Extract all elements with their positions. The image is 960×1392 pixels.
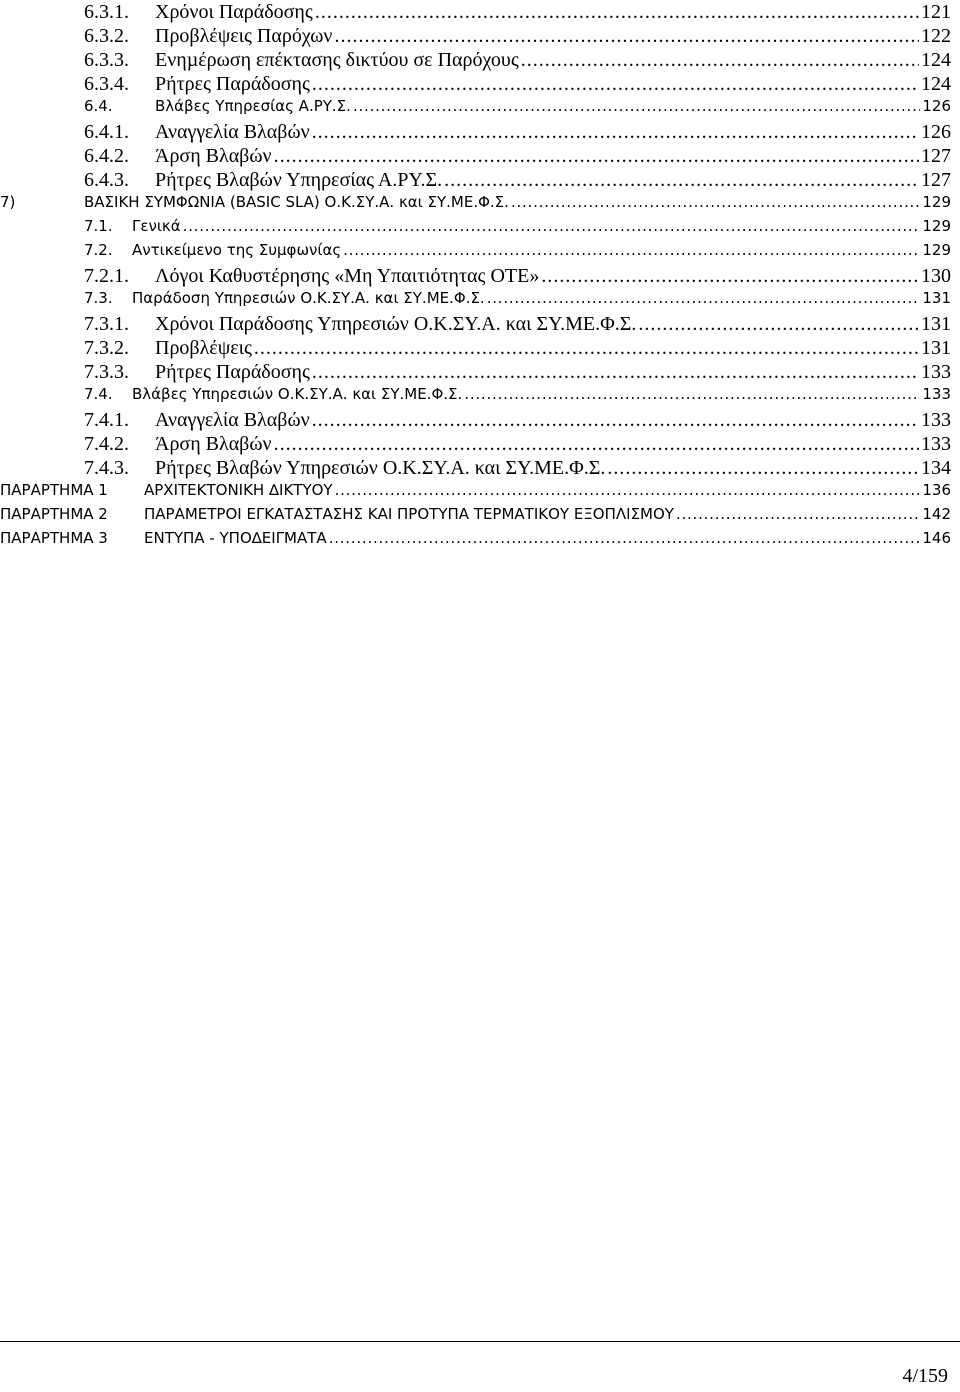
toc-leader-dots <box>541 265 919 288</box>
toc-entry[interactable] <box>84 457 951 481</box>
toc-entry[interactable] <box>84 241 951 265</box>
toc-entry[interactable] <box>84 49 951 73</box>
toc-entry-title: Βλάβες Υπηρεσιών Ο.Κ.ΣΥ.Α. και ΣΥ.ΜΕ.Φ.Σ. <box>132 385 463 403</box>
toc-entry-page: 130 <box>921 265 951 287</box>
toc-entry-number: 7.3.1. <box>84 313 129 335</box>
toc-entry-title: ΠΑΡΑΜΕΤΡΟΙ ΕΓΚΑΤΑΣΤΑΣΗΣ ΚΑΙ ΠΡΟΤΥΠΑ ΤΕΡΜΑΤΙΚΟΥ ΕΞΟΠΛΙΣΜΟΥ <box>144 505 674 523</box>
toc-entry[interactable] <box>84 361 951 385</box>
toc-entry-number: 7.2. <box>84 241 113 259</box>
toc-entry-number: 7.4.3. <box>84 457 129 479</box>
toc-entry[interactable] <box>84 97 951 121</box>
toc-entry-page: 121 <box>921 1 951 23</box>
toc-entry-title: Άρση Βλαβών <box>155 433 272 455</box>
toc-entry-page: 126 <box>921 121 951 143</box>
toc-entry-number: 6.3.4. <box>84 73 129 95</box>
toc-entry-page: 129 <box>922 241 951 259</box>
toc-entry-title: Χρόνοι Παράδοσης <box>155 1 313 23</box>
toc-entry-title: Προβλέψεις <box>155 337 252 359</box>
toc-entry-page: 124 <box>921 73 951 95</box>
toc-entry-page: 124 <box>921 49 951 71</box>
toc-entry-number: 6.4. <box>84 97 113 115</box>
toc-entry[interactable] <box>0 481 951 505</box>
toc-entry-page: 131 <box>921 337 951 359</box>
toc-entry[interactable] <box>84 265 951 289</box>
toc-entry-title: Γενικά <box>132 217 181 235</box>
toc-entry-page: 129 <box>922 217 951 235</box>
toc-leader-dots <box>312 361 919 384</box>
toc-entry[interactable] <box>84 313 951 337</box>
toc-entry-number: ΠΑΡΑΡΤΗΜΑ 1 <box>0 481 108 499</box>
toc-entry[interactable] <box>84 1 951 25</box>
toc-entry-number: 7) <box>0 193 16 211</box>
toc-entry-title: Αντικείµενο της Συµφωνίας <box>132 241 342 259</box>
toc-entry-number: ΠΑΡΑΡΤΗΜΑ 3 <box>0 529 108 547</box>
toc-leader-dots <box>274 433 919 456</box>
toc-entry-number: 7.4.2. <box>84 433 129 455</box>
toc-entry[interactable] <box>84 289 951 313</box>
toc-entry[interactable] <box>84 145 951 169</box>
toc-leader-dots <box>521 49 919 72</box>
toc-entry-title: Παράδοση Υπηρεσιών Ο.Κ.ΣΥ.Α. και ΣΥ.ΜΕ.Φ.Σ. <box>132 289 485 307</box>
toc-entry-page: 146 <box>922 529 951 547</box>
toc-leader-dots <box>312 409 919 432</box>
toc-leader-dots <box>312 73 919 96</box>
toc-entry-page: 142 <box>922 505 951 523</box>
toc-entry-title: Ρήτρες Παράδοσης <box>155 73 310 95</box>
toc-leader-dots <box>312 121 919 144</box>
toc-entry[interactable] <box>0 505 951 529</box>
toc-leader-dots <box>444 169 919 192</box>
toc-entry-page: 127 <box>921 145 951 167</box>
page-number: 4/159 <box>902 1365 948 1387</box>
toc-entry[interactable] <box>84 433 951 457</box>
toc-leader-dots <box>254 337 919 360</box>
toc-entry-page: 133 <box>921 409 951 431</box>
toc-entry-number: ΠΑΡΑΡΤΗΜΑ 2 <box>0 505 108 523</box>
toc-entry-number: 7.3. <box>84 289 113 307</box>
toc-entry[interactable] <box>0 193 951 217</box>
toc-entry-number: 7.4. <box>84 385 113 403</box>
toc-entry[interactable] <box>84 217 951 241</box>
toc-entry-page: 122 <box>921 25 951 47</box>
toc-entry-number: 6.3.1. <box>84 1 129 23</box>
toc-entry-page: 133 <box>921 433 951 455</box>
toc-entry-title: Ρήτρες Παράδοσης <box>155 361 310 383</box>
toc-entry-number: 7.1. <box>84 217 113 235</box>
toc-leader-dots <box>315 1 919 24</box>
toc-entry-title: Άρση Βλαβών <box>155 145 272 167</box>
toc-entry-title: ΕΝΤΥΠΑ - ΥΠΟ∆ΕΙΓΜΑΤΑ <box>144 529 327 547</box>
toc-entry-number: 7.2.1. <box>84 265 129 287</box>
toc-entry-number: 7.3.3. <box>84 361 129 383</box>
toc-entry-page: 133 <box>921 361 951 383</box>
toc-entry-page: 133 <box>922 385 951 403</box>
toc-entry-title: Προβλέψεις Παρόχων <box>155 25 333 47</box>
toc-entry[interactable] <box>84 385 951 409</box>
toc-leader-dots <box>274 145 919 168</box>
toc-entry-page: 129 <box>922 193 951 211</box>
toc-entry-number: 7.4.1. <box>84 409 129 431</box>
toc-leader-dots <box>183 217 921 235</box>
toc-entry-title: Ενηµέρωση επέκτασης δικτύου σε Παρόχους <box>155 49 519 71</box>
toc-entry[interactable] <box>0 529 951 553</box>
toc-entry[interactable] <box>84 409 951 433</box>
toc-entry-number: 7.3.2. <box>84 337 129 359</box>
toc-entry-page: 126 <box>922 97 951 115</box>
toc-entry-page: 134 <box>921 457 951 479</box>
toc-entry-title: Χρόνοι Παράδοσης Υπηρεσιών Ο.Κ.ΣΥ.Α. και ΣΥ.ΜΕ.Φ.Σ. <box>155 313 637 335</box>
toc-entry-title: ΑΡΧΙΤΕΚΤΟΝΙΚΗ ∆ΙΚΤΥΟΥ <box>144 481 333 499</box>
toc-entry[interactable] <box>84 121 951 145</box>
toc-leader-dots <box>607 457 919 480</box>
toc-entry-title: Ρήτρες Βλαβών Υπηρεσίας Α.ΡΥ.Σ. <box>155 169 443 191</box>
toc-entry-number: 6.3.2. <box>84 25 129 47</box>
toc-leader-dots <box>676 505 920 523</box>
toc-entry-title: Βλάβες Υπηρεσίας Α.ΡΥ.Σ. <box>155 97 351 115</box>
toc-leader-dots <box>335 481 921 499</box>
toc-entry-title: Λόγοι Καθυστέρησης «Μη Υπαιτιότητας ΟΤΕ» <box>155 265 540 287</box>
toc-entry-page: 136 <box>922 481 951 499</box>
toc-entry-number: 6.4.2. <box>84 145 129 167</box>
toc-leader-dots <box>464 385 920 403</box>
toc-leader-dots <box>329 529 921 547</box>
toc-entry[interactable] <box>84 25 951 49</box>
toc-entry[interactable] <box>84 169 951 193</box>
toc-entry-page: 127 <box>921 169 951 191</box>
toc-entry[interactable] <box>84 337 951 361</box>
toc-leader-dots <box>353 97 920 115</box>
toc-entry-page: 131 <box>921 313 951 335</box>
toc-entry-title: Αναγγελία Βλαβών <box>155 121 310 143</box>
toc-entry-title: Ρήτρες Βλαβών Υπηρεσιών Ο.Κ.ΣΥ.Α. και ΣΥ.ΜΕ.Φ.Σ. <box>155 457 606 479</box>
toc-entry-number: 6.4.1. <box>84 121 129 143</box>
toc-leader-dots <box>343 241 920 259</box>
toc-entry-number: 6.4.3. <box>84 169 129 191</box>
toc-entry[interactable] <box>84 73 951 97</box>
toc-leader-dots <box>638 313 919 336</box>
toc-leader-dots <box>487 289 921 307</box>
footer-divider <box>0 1341 960 1342</box>
toc-leader-dots <box>334 25 919 48</box>
toc-leader-dots <box>511 193 920 211</box>
toc-entry-title: Αναγγελία Βλαβών <box>155 409 310 431</box>
toc-entry-number: 6.3.3. <box>84 49 129 71</box>
toc-entry-page: 131 <box>922 289 951 307</box>
toc-entry-title: ΒΑΣΙΚΗ ΣΥΜΦΩΝΙΑ (BASIC SLA) Ο.Κ.ΣΥ.Α. και ΣΥ.ΜΕ.Φ.Σ. <box>84 193 509 211</box>
